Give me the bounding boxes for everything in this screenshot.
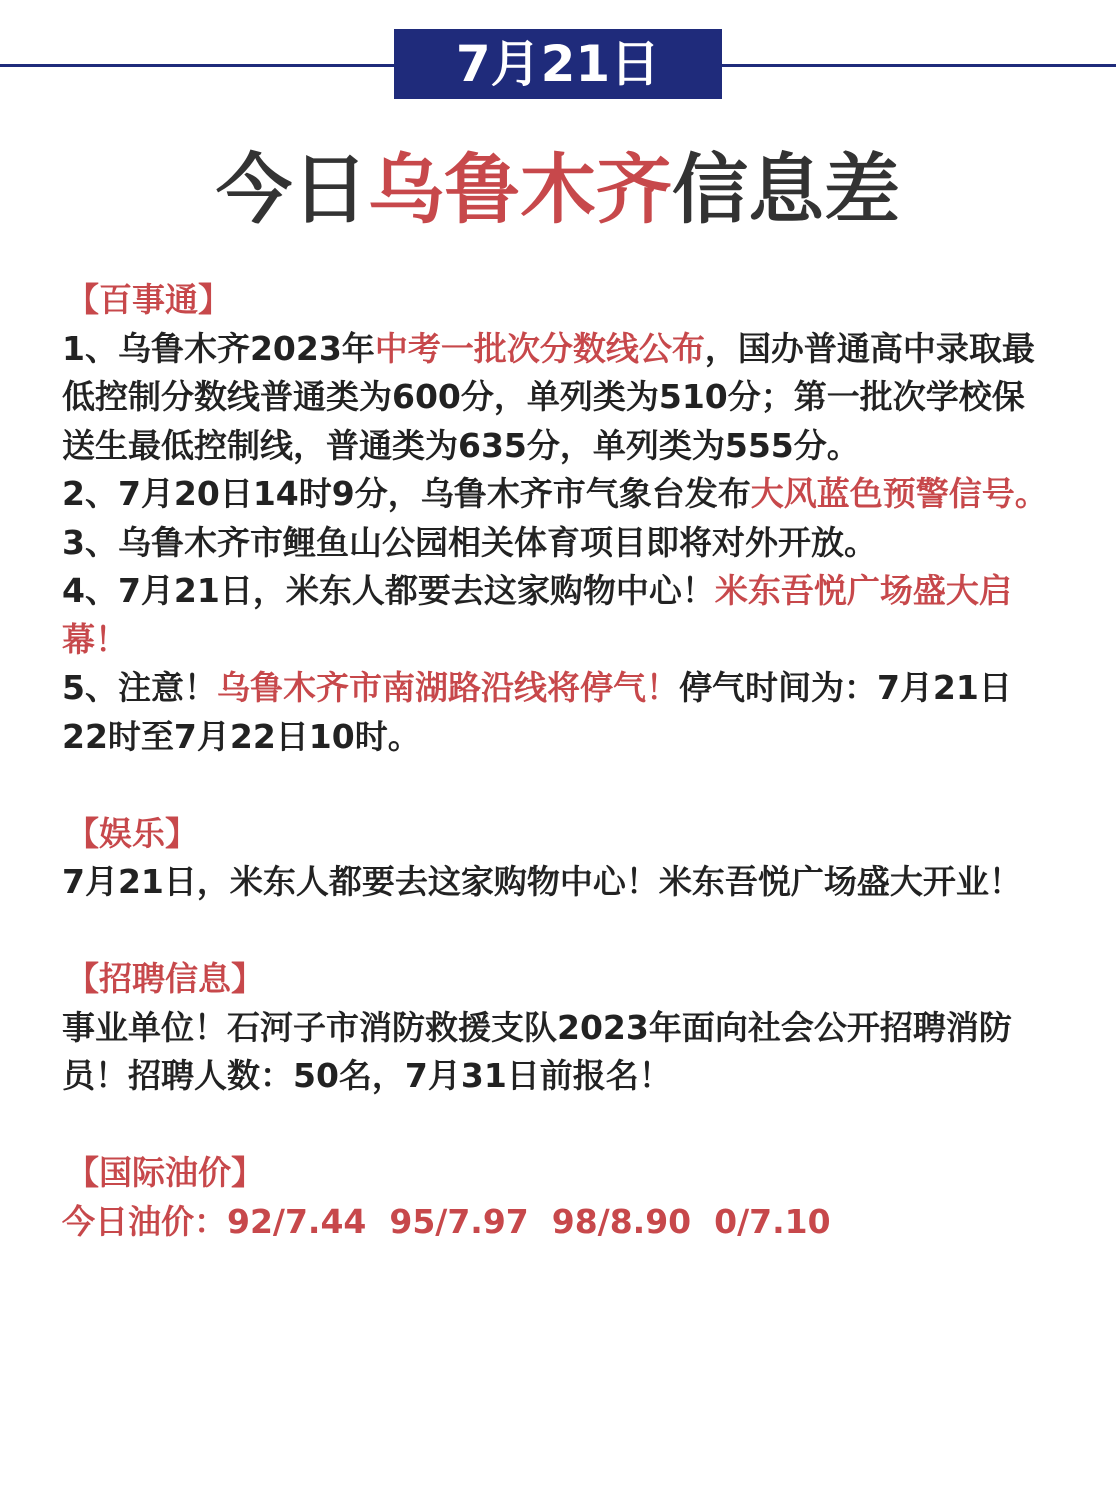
- news-item-1-highlight: 中考一批次分数线公布: [374, 328, 705, 368]
- news-item-1-text: 1、乌鲁木齐2023年: [62, 328, 375, 368]
- article-body: [62, 276, 1052, 1246]
- section-title-baishitong: 【百事通】: [66, 280, 231, 319]
- news-item-5-text: 5、注意！: [62, 668, 217, 707]
- title-suffix: 信息差: [672, 145, 900, 234]
- entertainment-text: 7月21日，米东人都要去这家购物中心！米东吾悦广场盛大开业！: [62, 862, 1022, 901]
- section-spacer: [62, 761, 1052, 810]
- recruitment-text: 事业单位！石河子市消防救援支队2023年面向社会公开招聘消防员！招聘人数：50名，7月31日前报名！: [62, 1007, 1012, 1095]
- news-item-5-detail: 停气时间为：7月21日22时至7月22日10时。: [62, 668, 1012, 756]
- title-city: 乌鲁木齐: [368, 145, 672, 234]
- page-title: [0, 140, 1116, 240]
- section-title-youjia: 【国际油价】: [66, 1153, 264, 1192]
- section-title-zhaopin: 【招聘信息】: [66, 959, 264, 998]
- oil-price-text: 今日油价：92/7.44 95/7.97 98/8.90 0/7.10: [62, 1201, 831, 1241]
- news-item-1-detail: ，国办普通高中录取最低控制分数线普通类为600分，单列类为510分；第一批次学校保送生最低控制线，普通类为635分，单列类为555分。: [62, 328, 1035, 465]
- news-item-2-highlight: 大风蓝色预警信号。: [750, 474, 1048, 513]
- news-item-3-text: 3、乌鲁木齐市鲤鱼山公园相关体育项目即将对外开放。: [62, 522, 877, 562]
- news-item-1: [62, 325, 1052, 471]
- news-item-5-highlight: 乌鲁木齐市南湖路沿线将停气！: [216, 668, 679, 707]
- news-item-3: [62, 519, 1052, 568]
- date-badge: 7月21日: [394, 29, 722, 99]
- section-spacer: [62, 1101, 1052, 1150]
- title-prefix: 今日: [216, 145, 368, 234]
- section-spacer: [62, 907, 1052, 956]
- news-item-4: [62, 567, 1052, 664]
- news-item-2-text: 2、7月20日14时9分，乌鲁木齐市气象台发布: [62, 474, 751, 513]
- news-item-5: [62, 664, 1052, 761]
- news-item-4-highlight: 米东吾悦广场盛大启幕！: [62, 571, 1012, 659]
- news-item-2: [62, 470, 1052, 519]
- news-item-4-text: 4、7月21日，米东人都要去这家购物中心！: [62, 571, 715, 610]
- section-title-yule: 【娱乐】: [66, 813, 198, 853]
